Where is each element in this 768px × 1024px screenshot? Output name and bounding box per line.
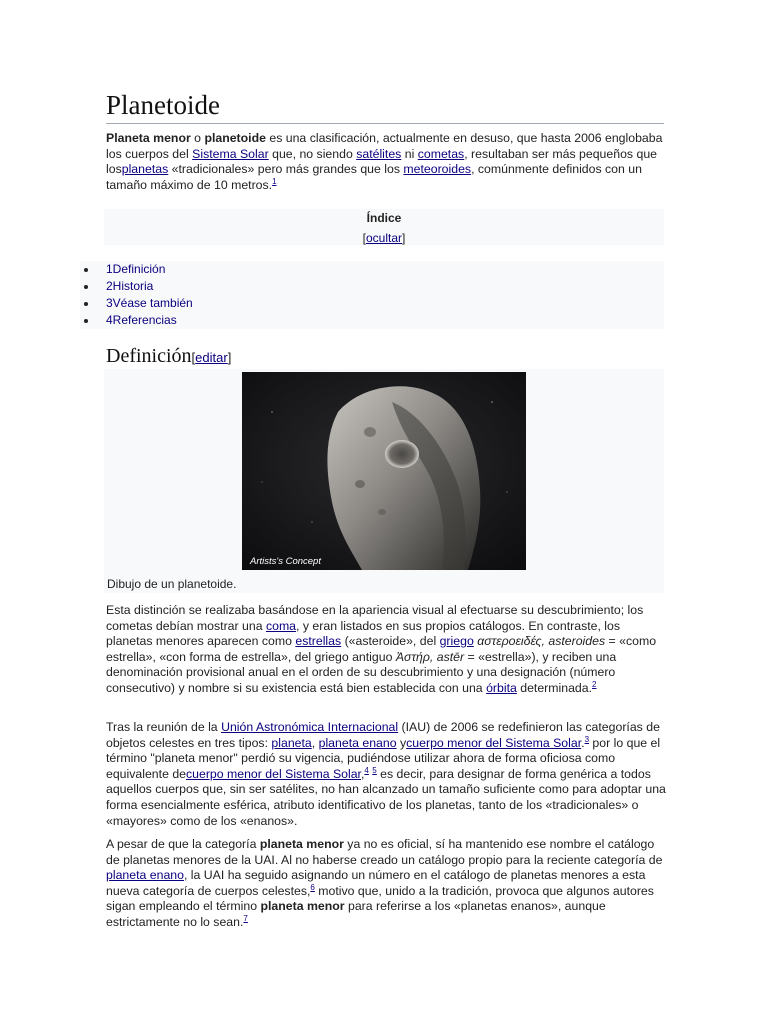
toc-item-definicion[interactable] <box>80 261 664 278</box>
bold-term: planetoide <box>204 131 266 145</box>
text: , y eran listados en sus propios catálogos. En contraste, los planetas menores aparecen como <box>106 618 621 649</box>
bullet-icon <box>84 268 88 272</box>
bracket: [ <box>362 231 366 245</box>
reference-link[interactable]: 2 <box>592 679 597 689</box>
page-title: Planetoide <box>106 88 664 124</box>
text: Esta distinción se realizaba basándose en la apariencia visual al efectuarse su descubrimiento; los cometas debían mostrar una <box>106 603 644 633</box>
edit-link[interactable]: editar <box>195 350 228 365</box>
text: ni <box>401 146 418 161</box>
image-overlay-text: Artists's Concept <box>250 556 321 567</box>
link-estrellas[interactable]: estrellas <box>295 634 342 649</box>
link-sistema-solar[interactable]: Sistema Solar <box>192 146 269 161</box>
toc-hide-link[interactable]: ocultar <box>365 231 403 245</box>
link-griego[interactable]: griego <box>439 634 474 649</box>
toc-title: Índice <box>366 211 402 225</box>
link-union-astronomica[interactable]: Unión Astronómica Internacional <box>221 720 399 734</box>
intro-paragraph <box>106 131 666 193</box>
text: determinada. <box>516 680 593 695</box>
link-planetas[interactable]: planetas <box>121 162 169 177</box>
text: , la UAI ha seguido asignando un número en el catálogo de planetas menores a esta nueva categoría de cuerpos celestes, <box>106 868 646 898</box>
text: «tradicionales» pero más grandes que los <box>168 162 404 177</box>
bold-term: planeta menor <box>259 837 344 851</box>
text: (IAU) de 2006 se redefinieron las categorías de objetos celestes en tres tipos: <box>106 720 660 750</box>
section-heading-text: Definición <box>106 345 192 367</box>
text: = «estrella»), y reciben una denominación provisional anual en el orden de su descubrimiento y una designación (número consecutivo) y nombre si su existencia está bien establecida con una <box>106 649 617 695</box>
bold-term: Planeta menor <box>106 131 191 145</box>
greek-term: αστεροειδές, asteroides <box>477 634 606 649</box>
text: y <box>396 735 407 750</box>
reference-link[interactable]: 4 <box>364 765 369 775</box>
toc-item-label: 4Referencias <box>106 313 177 327</box>
toc-header <box>104 209 664 245</box>
bracket: ] <box>227 350 232 365</box>
text: por lo que el término "planeta menor" perdió su vigencia, pudiéndose utilizar ahora de forma oficiosa como equivalente de <box>106 735 661 781</box>
link-cuerpo-menor[interactable]: cuerpo menor del Sistema Solar <box>406 735 582 750</box>
toc-toggle <box>104 229 664 247</box>
text: para referirse a los «planetas enanos», aunque estrictamente no lo sean. <box>106 899 606 929</box>
link-planeta-enano[interactable]: planeta enano <box>318 735 397 750</box>
text: o <box>190 131 205 145</box>
text: ya no es oficial, sí ha mantenido ese nombre el catálogo de planetas menores de la UAI. Al no haberse creado un catálogo propio para la reciente categoría de <box>106 837 663 867</box>
paragraph-4 <box>106 837 666 931</box>
bracket: [ <box>191 350 196 365</box>
figure-caption: Dibujo de un planetoide. <box>107 577 237 591</box>
reference-link[interactable]: 3 <box>584 734 590 744</box>
link-planeta-enano-2[interactable]: planeta enano <box>106 868 184 883</box>
edit-section <box>192 350 232 365</box>
bullet-icon <box>84 319 88 323</box>
text: que, no siendo <box>268 146 357 161</box>
greek-term: Ἀστήρ, astēr <box>395 649 465 664</box>
text: , comúnmente definidos con un tamaño máximo de 10 metros. <box>106 162 642 192</box>
toc-item-referencias[interactable] <box>80 312 664 329</box>
link-coma[interactable]: coma <box>265 618 297 633</box>
figure-thumbnail <box>104 369 664 593</box>
toc-list <box>80 261 664 329</box>
text: Tras la reunión de la <box>106 720 222 734</box>
paragraph-3 <box>106 720 666 829</box>
bracket: ] <box>402 231 406 245</box>
text: A pesar de que la categoría <box>106 837 260 851</box>
text: , <box>311 735 319 750</box>
reference-link[interactable]: 5 <box>372 765 377 775</box>
paragraph-2 <box>106 603 666 697</box>
toc-item-vease-tambien[interactable] <box>80 295 664 312</box>
reference-link[interactable]: 1 <box>272 176 277 186</box>
text: motivo que, unido a la tradición, provoca que algunos autores sigan empleando el término <box>106 883 654 914</box>
text: , resultaban ser más pequeños que los <box>106 146 657 177</box>
toc-item-historia[interactable] <box>80 278 664 295</box>
bullet-icon <box>84 302 88 306</box>
text: . <box>581 735 585 750</box>
link-satelites[interactable]: satélites <box>356 146 402 161</box>
toc-item-label: 2Historia <box>106 279 154 293</box>
text: es una clasificación, actualmente en desuso, que hasta 2006 englobaba los cuerpos del <box>106 131 663 161</box>
bullet-icon <box>84 285 88 289</box>
bold-term: planeta menor <box>260 899 345 914</box>
text: es decir, para designar de forma genérica a todos aquellos cuerpos que, sin ser satélites, no han alcanzado un tamaño suficiente como para adoptar una forma esencialmente esférica, atributo identificativo de los planetas, tanto de los «tradicionales» o «mayores» como de los «enanos». <box>106 766 666 828</box>
section-heading-definicion <box>106 344 664 371</box>
toc-item-label: 3Véase también <box>106 296 193 310</box>
reference-link[interactable]: 6 <box>310 882 315 892</box>
toc-item-label: 1Definición <box>106 262 166 276</box>
text: («asteroide», del <box>341 634 440 649</box>
reference-link[interactable]: 7 <box>243 913 248 923</box>
link-cometas[interactable]: cometas <box>417 146 465 161</box>
link-orbita[interactable]: órbita <box>486 680 517 695</box>
text: , <box>360 766 365 781</box>
link-meteoroides[interactable]: meteoroides <box>403 162 472 177</box>
link-planeta[interactable]: planeta <box>271 735 312 750</box>
link-cuerpo-menor-2[interactable]: cuerpo menor del Sistema Solar <box>186 766 361 781</box>
planetoid-illustration[interactable] <box>242 372 526 570</box>
text: = «como estrella», «con forma de estrella», del griego antiguo <box>106 634 657 664</box>
